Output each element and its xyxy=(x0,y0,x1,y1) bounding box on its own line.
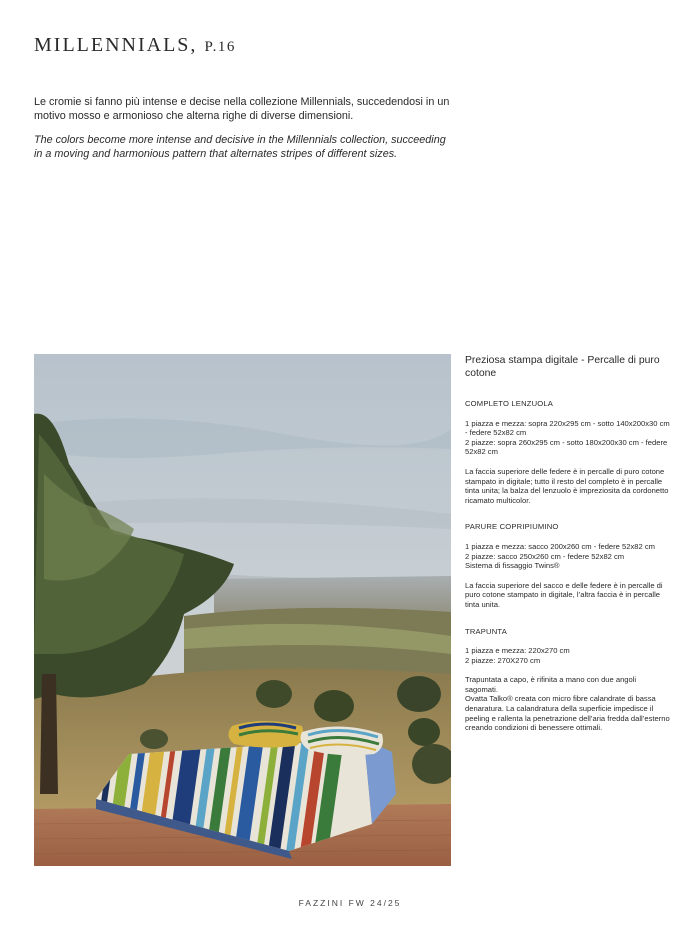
spec-section-title: COMPLETO LENZUOLA xyxy=(465,399,554,408)
spec-line: 1 piazza e mezza: sopra 220x295 cm - sotto 140x200x30 cm - federe 52x82 cm xyxy=(465,418,670,438)
spec-note: La faccia superiore del sacco e delle federe è in percalle di puro cotone stampato in digitale, l’altra faccia è in percalle tinta unita. xyxy=(465,580,663,609)
spec-section-title: TRAPUNTA xyxy=(465,626,507,636)
spec-section xyxy=(465,399,671,505)
product-photo xyxy=(34,354,451,866)
spec-section-title: PARURE COPRIPIUMINO xyxy=(465,522,559,532)
page-reference: P.16 xyxy=(204,39,236,55)
spec-note: Trapuntata a capo, è rifinita a mano con due angoli sagomati. Ovatta Talko® creata con micro fibre calandrate di bassa denaratura. La calandratura della superficie impedisce il peeling e rallenta la penetrazione dell’aria fredda dall’esterno creando condizioni di benessere ottimali. xyxy=(465,675,670,733)
spec-line: 1 piazza e mezza: 220x270 cm xyxy=(465,646,570,656)
page-footer: FAZZINI FW 24/25 xyxy=(298,898,402,908)
intro-italian: Le cromie si fanno più intense e decise nella collezione Millennials, succedendosi in un motivo mosso e armonioso che alterna righe di diverse dimensioni. xyxy=(34,96,450,122)
intro-english: The colors become more intense and decisive in the Millennials collection, succeeding in a moving and harmonious pattern that alternates stripes of different sizes. xyxy=(34,134,446,160)
spec-line: 2 piazze: sacco 250x260 cm - federe 52x82 cm xyxy=(465,551,625,561)
specs-headline: Preziosa stampa digitale - Percalle di puro cotone xyxy=(465,355,660,379)
spec-section xyxy=(465,627,671,733)
page-title xyxy=(34,34,236,57)
spec-line: 2 piazze: 270X270 cm xyxy=(465,655,541,665)
spec-section xyxy=(465,522,671,609)
spec-note: La faccia superiore delle federe è in percalle di puro cotone stampato in digitale; tutto il resto del completo è in percalle tinta unita; la balza del lenzuolo è impreziosita da cordonetto ricamato multicolor. xyxy=(465,466,669,505)
product-specs xyxy=(465,354,671,750)
intro-text xyxy=(34,96,454,172)
bed-landscape-image xyxy=(34,354,451,866)
collection-name: MILLENNIALS, xyxy=(34,34,198,56)
spec-line: 2 piazze: sopra 260x295 cm - sotto 180x200x30 cm - federe 52x82 cm xyxy=(465,437,668,457)
spec-line: Sistema di fissaggio Twins® xyxy=(465,561,560,571)
spec-line: 1 piazza e mezza: sacco 200x260 cm - federe 52x82 cm xyxy=(465,541,655,551)
